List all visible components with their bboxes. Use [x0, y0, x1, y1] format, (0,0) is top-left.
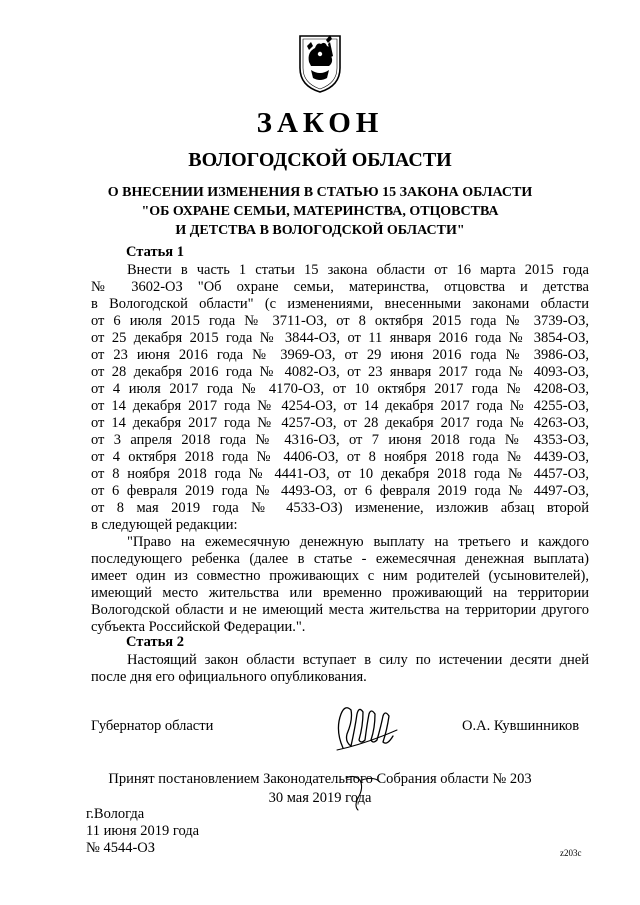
law-number: № 4544-ОЗ — [86, 840, 156, 856]
article-1-heading: Статья 1 — [126, 244, 184, 260]
paragraph-line: от 14 декабря 2017 года № 4254-ОЗ, от 14 декабря 2017 года № 4255-ОЗ, — [91, 398, 589, 414]
subtitle-line: И ДЕТСТВА В ВОЛОГОДСКОЙ ОБЛАСТИ" — [175, 223, 465, 238]
adoption-note — [0, 770, 640, 808]
paragraph-line: от 6 июля 2015 года № 3711-ОЗ, от 8 октября 2015 года № 3739-ОЗ, — [91, 313, 589, 329]
article-1-body — [91, 262, 589, 636]
signature-flourish-icon — [336, 772, 396, 812]
quote-line: имеющий место жительства или временно проживающий на территории — [91, 585, 589, 601]
paragraph-line: от 8 мая 2019 года № 4533-ОЗ) изменение, изложив абзац второй — [91, 500, 589, 516]
law-subtitle — [0, 183, 640, 240]
paragraph-line: после дня его официального опубликования. — [91, 669, 367, 685]
signatory-position: Губернатор области — [91, 718, 214, 734]
paragraph-line: от 8 ноября 2018 года № 4441-ОЗ, от 10 декабря 2018 года № 4457-ОЗ, — [91, 466, 589, 482]
signatory-name: О.А. Кувшинников — [462, 718, 580, 734]
article-2-body — [91, 652, 589, 686]
quote-line: имеет один из совместно проживающих с ним родителей (усыновителей), — [91, 568, 589, 584]
paragraph-line: от 14 декабря 2017 года № 4257-ОЗ, от 28 декабря 2017 года № 4263-ОЗ, — [91, 415, 589, 431]
paragraph-line: от 25 декабря 2015 года № 3844-ОЗ, от 11 января 2016 года № 3854-ОЗ, — [91, 330, 589, 346]
adoption-date: 30 мая 2019 года — [268, 790, 372, 806]
paragraph-line: от 28 декабря 2016 года № 4082-ОЗ, от 23 января 2017 года № 4093-ОЗ, — [91, 364, 589, 380]
quoted-text — [91, 534, 589, 636]
law-title: ЗАКОН — [256, 107, 384, 139]
paragraph-line: № 3602-ОЗ "Об охране семьи, материнства, отцовства и детства — [91, 279, 589, 295]
quote-line: субъекта Российской Федерации.". — [91, 619, 306, 635]
subtitle-line: О ВНЕСЕНИИ ИЗМЕНЕНИЯ В СТАТЬЮ 15 ЗАКОНА ОБЛАСТИ — [107, 185, 533, 200]
paragraph-line: от 4 октября 2018 года № 4406-ОЗ, от 8 ноября 2018 года № 4439-ОЗ, — [91, 449, 589, 465]
signing-date: 11 июня 2019 года — [86, 823, 200, 839]
paragraph-line: от 23 июня 2016 года № 3969-ОЗ, от 29 июня 2016 года № 3986-ОЗ, — [91, 347, 589, 363]
signing-place-date — [86, 806, 199, 857]
quote-line: "Право на ежемесячную денежную выплату на третьего и каждого — [127, 534, 589, 550]
paragraph-line: Внести в часть 1 статьи 15 закона области от 16 марта 2015 года — [127, 262, 589, 278]
paragraph-line: в Вологодской области" (с изменениями, внесенными законами области — [91, 296, 589, 312]
quote-line: последующего ребенка (далее в статье - ежемесячная денежная выплата) — [91, 551, 589, 567]
paragraph-line: от 4 июля 2017 года № 4170-ОЗ, от 10 октября 2017 года № 4208-ОЗ, — [91, 381, 589, 397]
paragraph-line: Настоящий закон области вступает в силу по истечении десяти дней — [127, 652, 589, 668]
subtitle-line: "ОБ ОХРАНЕ СЕМЬИ, МАТЕРИНСТВА, ОТЦОВСТВА — [141, 204, 499, 219]
paragraph-line: от 6 февраля 2019 года № 4493-ОЗ, от 6 февраля 2019 года № 4497-ОЗ, — [91, 483, 589, 499]
city: г.Вологда — [86, 806, 145, 822]
quote-line: Вологодской области и не имеющий места жительства на территории другого — [91, 602, 589, 618]
paragraph-line: в следующей редакции: — [91, 517, 238, 533]
region-name: ВОЛОГОДСКОЙ ОБЛАСТИ — [188, 149, 452, 171]
paragraph-line: от 3 апреля 2018 года № 4316-ОЗ, от 7 июня 2018 года № 4353-ОЗ, — [91, 432, 589, 448]
coat-of-arms-icon — [297, 32, 343, 94]
document-code: z203с — [560, 848, 582, 858]
article-2-heading: Статья 2 — [126, 634, 184, 650]
handwritten-signature-icon — [325, 700, 415, 758]
adoption-line: Принят постановлением Законодательного Собрания области № 203 — [108, 771, 532, 787]
